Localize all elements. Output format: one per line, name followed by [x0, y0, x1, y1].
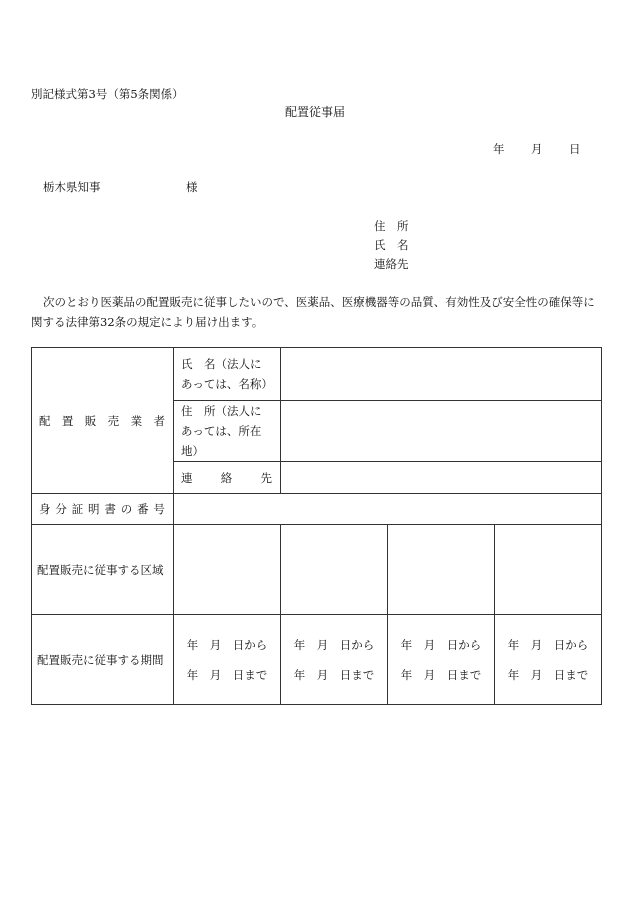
date-day-label: 日 [569, 142, 581, 156]
seller-address-label-cell [174, 401, 281, 462]
seller-name-field[interactable] [281, 348, 602, 401]
applicant-name-label: 氏 名 [374, 238, 409, 252]
area-field-4[interactable] [495, 525, 602, 615]
date-year-label: 年 [493, 142, 505, 156]
declaration-text: 次のとおり医薬品の配置販売に従事したいので、医薬品、医療機器等の品質、有効性及び安全性の確保等に関する法律第32条の規定により届け出ます。 [31, 295, 595, 329]
period-field-3[interactable] [388, 615, 495, 705]
period-field-2[interactable] [281, 615, 388, 705]
applicant-contact-label: 連絡先 [374, 257, 409, 271]
period-label: 配置販売に従事する期間 [37, 652, 164, 667]
id-number-field[interactable] [174, 494, 602, 525]
area-field-1[interactable] [174, 525, 281, 615]
area-label-cell [32, 525, 174, 615]
period-to: 年 月 日まで [186, 667, 268, 682]
date-month-label: 月 [531, 142, 543, 156]
period-from: 年 月 日から [293, 637, 375, 652]
form-number: 別記様式第3号（第5条関係） [31, 87, 184, 101]
period-to: 年 月 日まで [507, 667, 589, 682]
seller-contact-label: 連 絡 先 [181, 470, 272, 485]
seller-label: 配 置 販 売 業 者 [39, 413, 165, 428]
seller-contact-field[interactable] [281, 462, 602, 494]
honorific: 様 [186, 180, 198, 194]
period-to: 年 月 日まで [400, 667, 482, 682]
applicant-block [374, 217, 409, 274]
id-label-cell [32, 494, 174, 525]
applicant-address-label: 住 所 [374, 219, 409, 233]
period-field-1[interactable] [174, 615, 281, 705]
period-field-4[interactable] [495, 615, 602, 705]
period-from: 年 月 日から [400, 637, 482, 652]
seller-address-label-line2: あっては、所在地） [181, 424, 262, 458]
date-line [493, 141, 581, 157]
id-label: 身 分 証 明 書 の 番 号 [39, 502, 165, 516]
document-title: 配置従事届 [284, 105, 345, 119]
addressee: 栃木県知事 [43, 180, 101, 194]
registration-table [31, 347, 602, 705]
seller-contact-label-cell [174, 462, 281, 494]
seller-label-cell [32, 348, 174, 494]
seller-name-label-line2: あっては、名称） [181, 377, 273, 391]
period-from: 年 月 日から [186, 637, 268, 652]
period-to: 年 月 日まで [293, 667, 375, 682]
seller-address-field[interactable] [281, 401, 602, 462]
seller-name-label-cell [174, 348, 281, 401]
area-field-2[interactable] [281, 525, 388, 615]
period-label-cell [32, 615, 174, 705]
seller-address-label-line1: 住 所（法人に [181, 404, 262, 418]
area-field-3[interactable] [388, 525, 495, 615]
seller-name-label-line1: 氏 名（法人に [181, 357, 262, 371]
area-label: 配置販売に従事する区域 [37, 562, 164, 577]
period-from: 年 月 日から [507, 637, 589, 652]
